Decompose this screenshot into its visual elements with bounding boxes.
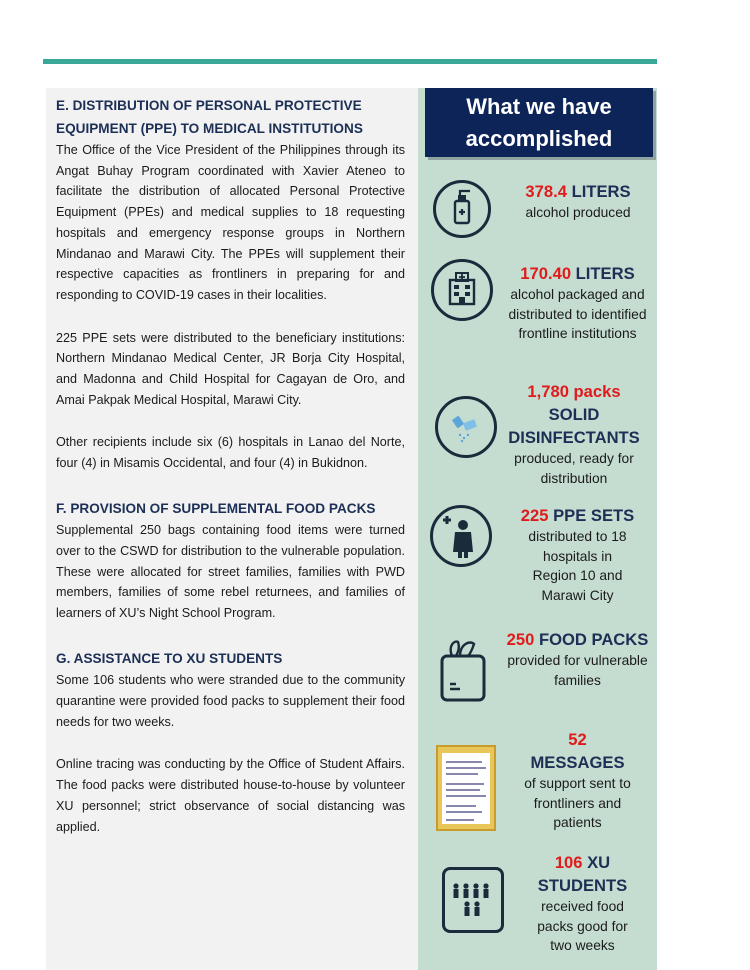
section-g-paragraph-2: Online tracing was conducting by the Office of Student Affairs. The food packs were distributed house-to-house by volunteer XU personnel; strict observance of social distancing was applied. xyxy=(56,757,405,834)
hospital-icon xyxy=(431,259,493,321)
grocery-bag-icon xyxy=(430,634,496,704)
section-e-paragraph-2: 225 PPE sets were distributed to the beneficiary institutions: Northern Mindanao Medical Center, JR Borja City Hospital, and Madonna and Child Hospital for Cagayan de Oro, and Amai Pakpak Medical Hospital, Marawi City. xyxy=(56,330,405,407)
section-g-paragraph-1: Some 106 students who were stranded due to the community quarantine were provided food packs to supplement their food needs for two weeks. xyxy=(56,673,405,729)
section-e-heading: E. DISTRIBUTION OF PERSONAL PROTECTIVE EQUIPMENT (PPE) TO MEDICAL INSTITUTIONS xyxy=(56,98,363,136)
stat-ppe-sets: 225 PPE SETS distributed to 18 hospitals in Region 10 and Marawi City xyxy=(520,506,635,603)
stat-alcohol-produced: 378.4 LITERS alcohol produced xyxy=(525,182,631,220)
section-f-heading: F. PROVISION OF SUPPLEMENTAL FOOD PACKS xyxy=(56,500,376,516)
section-f-paragraph-1: Supplemental 250 bags containing food items were turned over to the CSWD for distribution to the vulnerable population. These were allocated for street families, families with PWD members, families of some rebel returnees, and families of learners of XU’s Night School Program. xyxy=(56,523,405,621)
stat-solid-disinfectants: 1,780 packs SOLID DISINFECTANTS produced, ready for distribution xyxy=(508,382,640,486)
students-icon xyxy=(442,867,504,933)
stat-xu-students: 106 XU STUDENTS received food packs good for two weeks xyxy=(537,853,628,953)
section-e-paragraph-1: The Office of the Vice President of the Philippines through its Angat Buhay Program coordinated with Xavier Ateneo to facilitate the distribution of allocated Personal Protective Equipment (PPEs) and medical supplies to 18 requesting hospitals and emergency response groups in Northern Mindanao and Marawi City. The PPEs will supplement their respective capacities as frontliners in preparing for and responding to COVID-19 cases in their localities. xyxy=(56,143,405,302)
section-e-paragraph-3: Other recipients include six (6) hospitals in Lanao del Norte, four (4) in Misamis Occidental, and four (4) in Bukidnon. xyxy=(56,435,405,471)
stat-alcohol-distributed: 170.40 LITERS alcohol packaged and distributed to identified frontline institutions xyxy=(508,264,647,341)
accomplishments-title: What we have accomplished xyxy=(425,88,653,157)
sanitizer-bottle-icon xyxy=(433,180,491,238)
message-card-icon xyxy=(436,745,496,831)
disinfectant-spray-icon xyxy=(435,396,497,458)
top-divider xyxy=(43,59,657,64)
stat-messages: 52 MESSAGES of support sent to frontliners and patients xyxy=(524,730,631,830)
section-g-heading: G. ASSISTANCE TO XU STUDENTS xyxy=(56,650,283,666)
stat-food-packs: 250 FOOD PACKS provided for vulnerable families xyxy=(506,630,649,688)
report-body xyxy=(56,95,405,837)
medical-worker-icon xyxy=(430,505,492,567)
